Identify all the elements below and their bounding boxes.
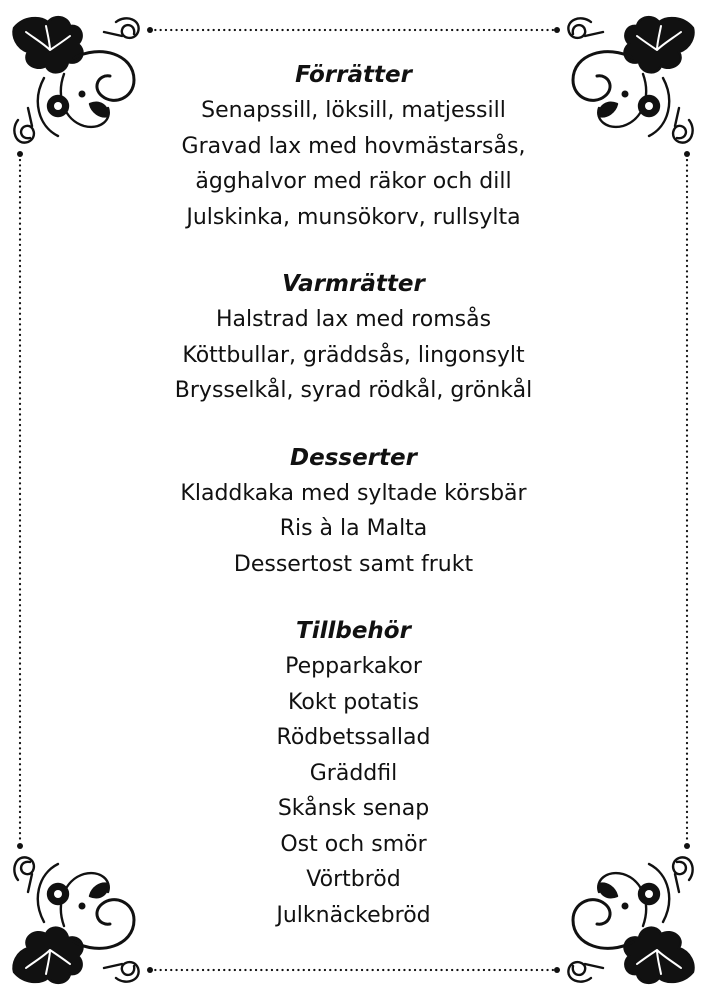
section-title: Tillbehör: [296, 618, 411, 644]
menu: [80, 58, 627, 965]
menu-section-forratter: [80, 58, 627, 235]
menu-item: Halstrad lax med romsås: [215, 307, 492, 332]
menu-item: Kokt potatis: [288, 689, 419, 715]
menu-item: Senapssill, löksill, matjessill: [201, 98, 506, 123]
menu-item: Skånsk senap: [277, 796, 430, 821]
menu-item: Vörtbröd: [306, 867, 401, 892]
menu-item: Köttbullar, gräddsås, lingonsylt: [182, 342, 525, 368]
menu-item: Julknäckebröd: [276, 902, 431, 928]
menu-item: ägghalvor med räkor och dill: [195, 169, 512, 194]
menu-item: Gravad lax med hovmästarsås,: [181, 133, 526, 159]
menu-item: Pepparkakor: [285, 654, 422, 679]
menu-item: Ris à la Malta: [279, 516, 428, 541]
section-title: Desserter: [290, 444, 417, 471]
menu-section-varmratter: [80, 267, 627, 409]
menu-item: Kladdkaka med syltade körsbär: [180, 480, 527, 506]
menu-item: Ost och smör: [280, 831, 427, 857]
menu-section-tillbehor: [80, 614, 627, 933]
menu-item: Julskinka, munsökorv, rullsylta: [186, 204, 521, 230]
menu-item: Gräddfil: [309, 760, 398, 786]
menu-item: Rödbetssallad: [276, 725, 431, 750]
menu-section-desserter: [80, 441, 627, 583]
menu-item: Brysselkål, syrad rödkål, grönkål: [174, 378, 533, 403]
section-title: Förrätter: [295, 62, 412, 88]
section-title: Varmrätter: [282, 271, 425, 297]
menu-item: Dessertost samt frukt: [233, 551, 474, 577]
